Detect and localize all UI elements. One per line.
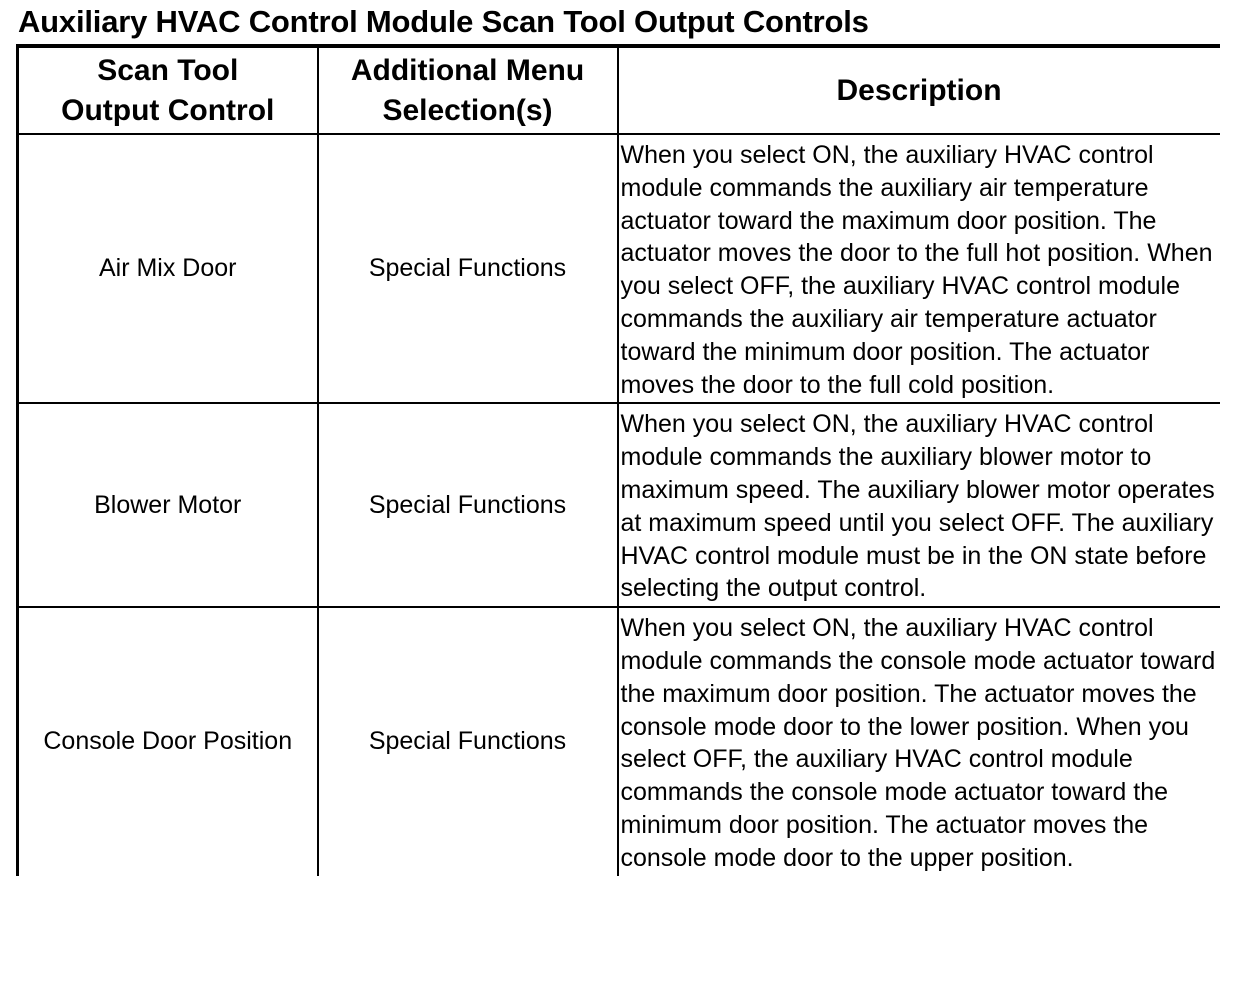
table-row bbox=[18, 607, 1221, 875]
cell-description: When you select ON, the auxiliary HVAC control module commands the console mode actuator toward the maximum door position. The actuator moves the console mode door to the lower position. When you select OFF, the auxiliary HVAC control module commands the console mode actuator toward the minimum door position. The actuator moves the console mode door to the upper position. bbox=[618, 607, 1221, 875]
cell-description: When you select ON, the auxiliary HVAC control module commands the auxiliary air temperature actuator toward the maximum door position. The actuator moves the door to the full hot position. When you select OFF, the auxiliary HVAC control module commands the auxiliary air temperature actuator toward the minimum door position. The actuator moves the door to the full cold position. bbox=[618, 134, 1221, 403]
cell-menu-selection: Special Functions bbox=[318, 607, 618, 875]
output-controls-table bbox=[16, 44, 1220, 876]
page-title: Auxiliary HVAC Control Module Scan Tool Output Controls bbox=[18, 4, 869, 39]
table-header-row bbox=[18, 46, 1221, 134]
header-scan-tool-output-control: Scan Tool Output Control bbox=[18, 46, 318, 134]
cell-control: Blower Motor bbox=[18, 403, 318, 607]
output-controls-table-wrapper bbox=[16, 44, 1220, 990]
table-row bbox=[18, 403, 1221, 607]
cell-menu-selection: Special Functions bbox=[318, 403, 618, 607]
cell-control: Console Door Position bbox=[18, 607, 318, 875]
cell-description: When you select ON, the auxiliary HVAC control module commands the auxiliary blower motor to maximum speed. The auxiliary blower motor operates at maximum speed until you select OFF. The auxiliary HVAC control module must be in the ON state before selecting the output control. bbox=[618, 403, 1221, 607]
header-description: Description bbox=[618, 46, 1221, 134]
table-row bbox=[18, 134, 1221, 403]
cell-menu-selection: Special Functions bbox=[318, 134, 618, 403]
header-additional-menu-selections: Additional Menu Selection(s) bbox=[318, 46, 618, 134]
cell-control: Air Mix Door bbox=[18, 134, 318, 403]
